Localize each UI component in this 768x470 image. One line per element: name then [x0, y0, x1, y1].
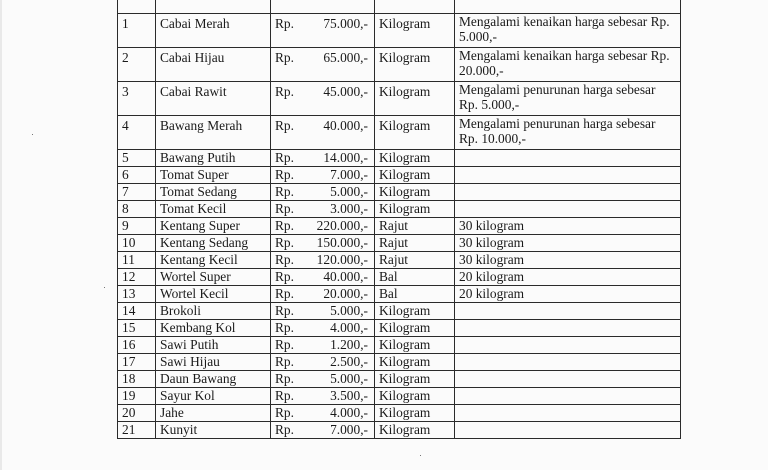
header-satuan	[375, 0, 455, 14]
price-amount: 3.000,-	[330, 201, 368, 216]
cell-keterangan	[455, 320, 681, 337]
table-row	[118, 354, 681, 371]
cell-harga	[271, 303, 375, 320]
table-row	[118, 48, 681, 82]
currency-label: Rp.	[275, 269, 294, 284]
table-row	[118, 286, 681, 303]
price-amount: 5.000,-	[330, 371, 368, 386]
cell-keterangan: Mengalami penurunan harga sebesar Rp. 5.000,-	[455, 82, 681, 116]
cell-satuan: Kilogram	[375, 354, 455, 371]
cell-keterangan	[455, 337, 681, 354]
cell-harga	[271, 286, 375, 303]
cell-harga	[271, 252, 375, 269]
cell-no: 9	[118, 218, 156, 235]
cell-no: 12	[118, 269, 156, 286]
cell-keterangan	[455, 303, 681, 320]
price-amount: 40.000,-	[323, 118, 368, 133]
price-amount: 1.200,-	[330, 337, 368, 352]
header-nama	[156, 0, 271, 14]
currency-label: Rp.	[275, 371, 294, 386]
cell-satuan: Kilogram	[375, 150, 455, 167]
cell-no: 15	[118, 320, 156, 337]
currency-label: Rp.	[275, 320, 294, 335]
cell-no: 18	[118, 371, 156, 388]
cell-keterangan: 30 kilogram	[455, 218, 681, 235]
table-row	[118, 235, 681, 252]
cell-no: 5	[118, 150, 156, 167]
currency-label: Rp.	[275, 405, 294, 420]
currency-label: Rp.	[275, 118, 294, 133]
cell-satuan: Kilogram	[375, 167, 455, 184]
cell-harga	[271, 82, 375, 116]
price-amount: 45.000,-	[323, 84, 368, 99]
table-row	[118, 337, 681, 354]
price-amount: 4.000,-	[330, 320, 368, 335]
price-table	[117, 0, 681, 439]
table-row	[118, 14, 681, 48]
cell-satuan: Kilogram	[375, 320, 455, 337]
cell-keterangan	[455, 150, 681, 167]
cell-nama: Tomat Sedang	[156, 184, 271, 201]
price-amount: 220.000,-	[316, 218, 368, 233]
cell-keterangan: Mengalami penurunan harga sebesar Rp. 10.000,-	[455, 116, 681, 150]
price-amount: 3.500,-	[330, 388, 368, 403]
cell-nama: Kembang Kol	[156, 320, 271, 337]
cell-nama: Jahe	[156, 405, 271, 422]
cell-no: 21	[118, 422, 156, 439]
currency-label: Rp.	[275, 218, 294, 233]
header-row	[118, 0, 681, 14]
cell-satuan: Rajut	[375, 218, 455, 235]
cell-nama: Cabai Rawit	[156, 82, 271, 116]
table-row	[118, 371, 681, 388]
cell-satuan: Kilogram	[375, 201, 455, 218]
cell-satuan: Kilogram	[375, 14, 455, 48]
cell-harga	[271, 388, 375, 405]
cell-nama: Sayur Kol	[156, 388, 271, 405]
cell-keterangan	[455, 167, 681, 184]
currency-label: Rp.	[275, 235, 294, 250]
cell-keterangan	[455, 388, 681, 405]
cell-keterangan: 20 kilogram	[455, 269, 681, 286]
currency-label: Rp.	[275, 184, 294, 199]
cell-nama: Sawi Hijau	[156, 354, 271, 371]
price-amount: 65.000,-	[323, 50, 368, 65]
cell-nama: Brokoli	[156, 303, 271, 320]
cell-no: 17	[118, 354, 156, 371]
currency-label: Rp.	[275, 201, 294, 216]
price-amount: 150.000,-	[316, 235, 368, 250]
cell-satuan: Kilogram	[375, 82, 455, 116]
table-row	[118, 82, 681, 116]
currency-label: Rp.	[275, 50, 294, 65]
cell-satuan: Kilogram	[375, 184, 455, 201]
cell-keterangan	[455, 405, 681, 422]
price-amount: 40.000,-	[323, 269, 368, 284]
cell-nama: Cabai Hijau	[156, 48, 271, 82]
currency-label: Rp.	[275, 388, 294, 403]
cell-harga	[271, 337, 375, 354]
cell-keterangan: Mengalami kenaikan harga sebesar Rp. 5.000,-	[455, 14, 681, 48]
price-amount: 5.000,-	[330, 184, 368, 199]
currency-label: Rp.	[275, 167, 294, 182]
table-row	[118, 184, 681, 201]
cell-harga	[271, 167, 375, 184]
cell-nama: Tomat Super	[156, 167, 271, 184]
cell-no: 4	[118, 116, 156, 150]
cell-no: 16	[118, 337, 156, 354]
currency-label: Rp.	[275, 150, 294, 165]
cell-no: 7	[118, 184, 156, 201]
cell-nama: Kentang Kecil	[156, 252, 271, 269]
cell-nama: Kentang Super	[156, 218, 271, 235]
cell-keterangan: 20 kilogram	[455, 286, 681, 303]
price-amount: 4.000,-	[330, 405, 368, 420]
price-amount: 5.000,-	[330, 303, 368, 318]
cell-satuan: Rajut	[375, 235, 455, 252]
header-no	[118, 0, 156, 14]
table-row	[118, 150, 681, 167]
cell-harga	[271, 320, 375, 337]
price-amount: 20.000,-	[323, 286, 368, 301]
cell-harga	[271, 269, 375, 286]
table-row	[118, 116, 681, 150]
cell-satuan: Kilogram	[375, 422, 455, 439]
table-row	[118, 422, 681, 439]
cell-no: 10	[118, 235, 156, 252]
cell-harga	[271, 354, 375, 371]
cell-no: 11	[118, 252, 156, 269]
currency-label: Rp.	[275, 337, 294, 352]
scan-speck	[420, 455, 421, 456]
cell-harga	[271, 422, 375, 439]
cell-no: 2	[118, 48, 156, 82]
currency-label: Rp.	[275, 422, 294, 437]
cell-satuan: Kilogram	[375, 388, 455, 405]
cell-nama: Cabai Merah	[156, 14, 271, 48]
table-row	[118, 320, 681, 337]
scan-speck	[104, 287, 105, 288]
cell-no: 8	[118, 201, 156, 218]
cell-satuan: Kilogram	[375, 48, 455, 82]
page-edge-shadow	[0, 0, 2, 470]
cell-satuan: Bal	[375, 286, 455, 303]
cell-no: 3	[118, 82, 156, 116]
cell-harga	[271, 405, 375, 422]
table-row	[118, 388, 681, 405]
cell-harga	[271, 48, 375, 82]
cell-nama: Bawang Putih	[156, 150, 271, 167]
cell-no: 6	[118, 167, 156, 184]
currency-label: Rp.	[275, 16, 294, 31]
price-amount: 7.000,-	[330, 167, 368, 182]
currency-label: Rp.	[275, 354, 294, 369]
cell-harga	[271, 150, 375, 167]
table-row	[118, 405, 681, 422]
cell-nama: Bawang Merah	[156, 116, 271, 150]
cell-nama: Wortel Kecil	[156, 286, 271, 303]
cell-keterangan: 30 kilogram	[455, 235, 681, 252]
cell-nama: Wortel Super	[156, 269, 271, 286]
cell-nama: Tomat Kecil	[156, 201, 271, 218]
cell-satuan: Kilogram	[375, 303, 455, 320]
header-keterangan	[455, 0, 681, 14]
cell-satuan: Rajut	[375, 252, 455, 269]
table-row	[118, 252, 681, 269]
currency-label: Rp.	[275, 286, 294, 301]
cell-harga	[271, 235, 375, 252]
price-amount: 120.000,-	[316, 252, 368, 267]
cell-keterangan	[455, 184, 681, 201]
cell-keterangan: 30 kilogram	[455, 252, 681, 269]
cell-nama: Daun Bawang	[156, 371, 271, 388]
cell-satuan: Kilogram	[375, 371, 455, 388]
cell-harga	[271, 371, 375, 388]
cell-harga	[271, 184, 375, 201]
cell-keterangan	[455, 371, 681, 388]
cell-harga	[271, 201, 375, 218]
cell-keterangan	[455, 354, 681, 371]
cell-nama: Kunyit	[156, 422, 271, 439]
cell-no: 19	[118, 388, 156, 405]
cell-nama: Sawi Putih	[156, 337, 271, 354]
currency-label: Rp.	[275, 252, 294, 267]
cell-keterangan	[455, 422, 681, 439]
scan-speck	[32, 134, 33, 135]
cell-harga	[271, 14, 375, 48]
cell-satuan: Bal	[375, 269, 455, 286]
cell-harga	[271, 116, 375, 150]
table-row	[118, 201, 681, 218]
cell-no: 14	[118, 303, 156, 320]
cell-no: 20	[118, 405, 156, 422]
header-harga	[271, 0, 375, 14]
currency-label: Rp.	[275, 84, 294, 99]
currency-label: Rp.	[275, 303, 294, 318]
cell-satuan: Kilogram	[375, 405, 455, 422]
table-row	[118, 303, 681, 320]
table-row	[118, 167, 681, 184]
cell-no: 1	[118, 14, 156, 48]
cell-keterangan: Mengalami kenaikan harga sebesar Rp. 20.000,-	[455, 48, 681, 82]
table-row	[118, 269, 681, 286]
cell-nama: Kentang Sedang	[156, 235, 271, 252]
price-amount: 7.000,-	[330, 422, 368, 437]
cell-harga	[271, 218, 375, 235]
table-row	[118, 218, 681, 235]
price-table-body	[118, 0, 681, 439]
price-amount: 75.000,-	[323, 16, 368, 31]
price-amount: 14.000,-	[323, 150, 368, 165]
price-amount: 2.500,-	[330, 354, 368, 369]
cell-satuan: Kilogram	[375, 116, 455, 150]
cell-no: 13	[118, 286, 156, 303]
cell-keterangan	[455, 201, 681, 218]
cell-satuan: Kilogram	[375, 337, 455, 354]
